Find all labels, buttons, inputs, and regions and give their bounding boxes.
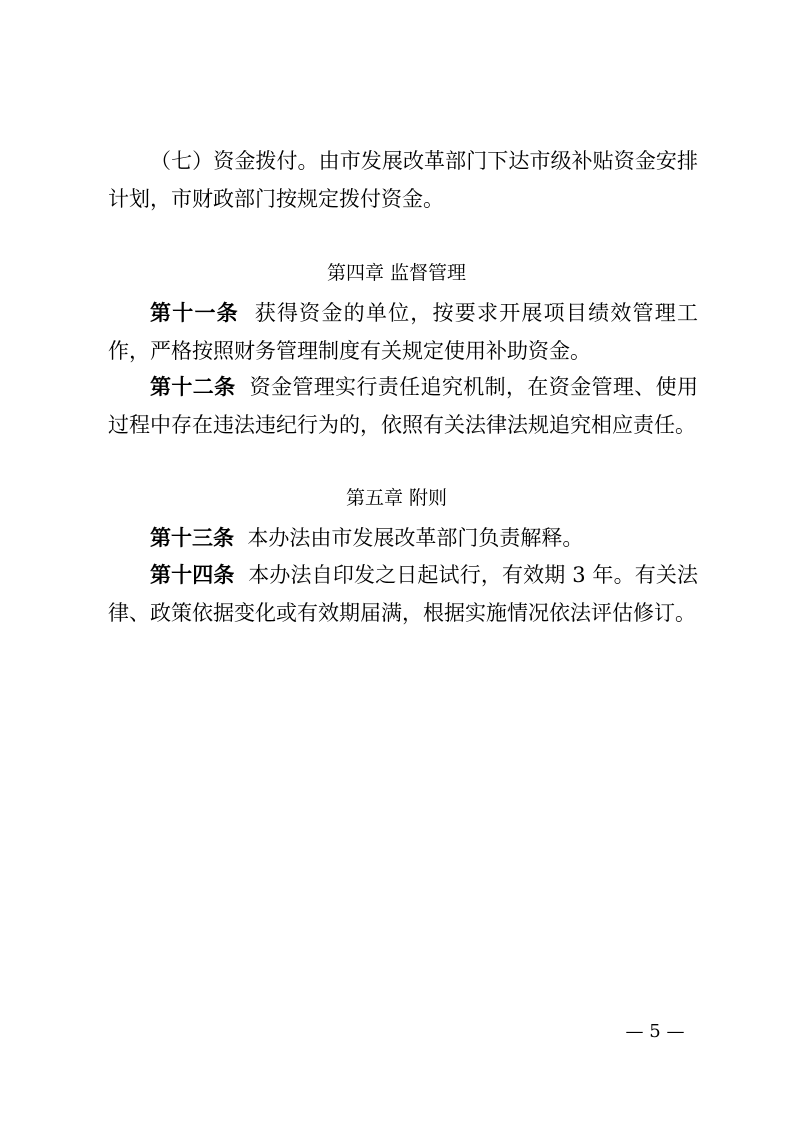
article-13-label: 第十三条 <box>150 526 234 550</box>
article-11-text: 获得资金的单位，按要求开展项目绩效管理工作，严格按照财务管理制度有关规定使用补助资金。 <box>108 301 699 363</box>
chapter-5-heading: 第五章 附则 <box>345 487 448 509</box>
article-13-text: 本办法由市发展改革部门负责解释。 <box>247 526 584 550</box>
paragraph-fund-disbursement: （七）资金拨付。由市发展改革部门下达市级补贴资金安排计划，市财政部门按规定拨付资金。 <box>108 149 698 211</box>
article-12 <box>108 368 698 444</box>
page-number: — 5 — <box>625 1021 685 1042</box>
article-13 <box>108 519 698 557</box>
article-12-label: 第十二条 <box>150 375 236 399</box>
article-14 <box>108 556 698 632</box>
article-14-text: 本办法自印发之日起试行，有效期 3 年。有关法律、政策依据变化或有效期届满，根据实施情况依法评估修订。 <box>108 563 699 625</box>
article-12-text: 资金管理实行责任追究机制，在资金管理、使用过程中存在违法违纪行为的，依照有关法律法规追究相应责任。 <box>108 375 698 437</box>
article-14-label: 第十四条 <box>150 563 235 587</box>
chapter-4-heading: 第四章 监督管理 <box>326 262 467 284</box>
article-11 <box>108 294 698 370</box>
article-11-label: 第十一条 <box>150 301 239 325</box>
